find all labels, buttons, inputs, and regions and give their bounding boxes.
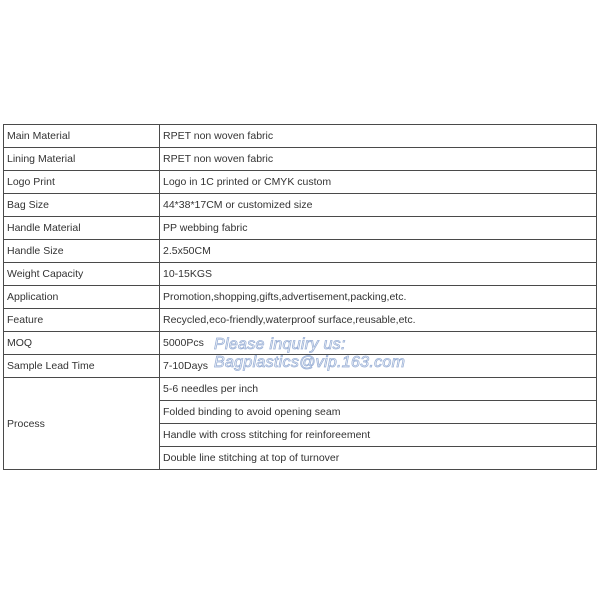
spec-label: Sample Lead Time bbox=[4, 355, 160, 378]
table-row bbox=[4, 217, 597, 240]
spec-label: Logo Print bbox=[4, 171, 160, 194]
spec-value: RPET non woven fabric bbox=[160, 125, 597, 148]
spec-label: Feature bbox=[4, 309, 160, 332]
spec-value: RPET non woven fabric bbox=[160, 148, 597, 171]
spec-label: Handle Material bbox=[4, 217, 160, 240]
spec-label: Application bbox=[4, 286, 160, 309]
spec-value: 2.5x50CM bbox=[160, 240, 597, 263]
spec-label: MOQ bbox=[4, 332, 160, 355]
table-row bbox=[4, 332, 597, 355]
spec-value: 10-15KGS bbox=[160, 263, 597, 286]
table-row bbox=[4, 171, 597, 194]
process-value: Folded binding to avoid opening seam bbox=[160, 401, 597, 424]
spec-label: Main Material bbox=[4, 125, 160, 148]
table-row bbox=[4, 263, 597, 286]
table-row bbox=[4, 194, 597, 217]
spec-value: PP webbing fabric bbox=[160, 217, 597, 240]
table-row bbox=[4, 309, 597, 332]
spec-value: 5000Pcs bbox=[160, 332, 597, 355]
spec-value: 7-10Days bbox=[160, 355, 597, 378]
process-value: Double line stitching at top of turnover bbox=[160, 447, 597, 470]
process-value: 5-6 needles per inch bbox=[160, 378, 597, 401]
spec-value: Promotion,shopping,gifts,advertisement,packing,etc. bbox=[160, 286, 597, 309]
spec-label: Weight Capacity bbox=[4, 263, 160, 286]
table-row bbox=[4, 286, 597, 309]
watermark-line-2: Bagplastics@vip.163.com bbox=[214, 354, 406, 371]
table-row bbox=[4, 148, 597, 171]
process-label: Process bbox=[4, 378, 160, 470]
table-row bbox=[4, 355, 597, 378]
spec-value: Recycled,eco-friendly,waterproof surface,reusable,etc. bbox=[160, 309, 597, 332]
spec-value: 44*38*17CM or customized size bbox=[160, 194, 597, 217]
table-row bbox=[4, 378, 597, 401]
table-row bbox=[4, 125, 597, 148]
spec-label: Handle Size bbox=[4, 240, 160, 263]
watermark-line-1: Please inquiry us: bbox=[214, 336, 346, 353]
spec-table bbox=[3, 124, 597, 470]
spec-label: Lining Material bbox=[4, 148, 160, 171]
table-row bbox=[4, 240, 597, 263]
spec-label: Bag Size bbox=[4, 194, 160, 217]
spec-value: Logo in 1C printed or CMYK custom bbox=[160, 171, 597, 194]
process-value: Handle with cross stitching for reinforeement bbox=[160, 424, 597, 447]
